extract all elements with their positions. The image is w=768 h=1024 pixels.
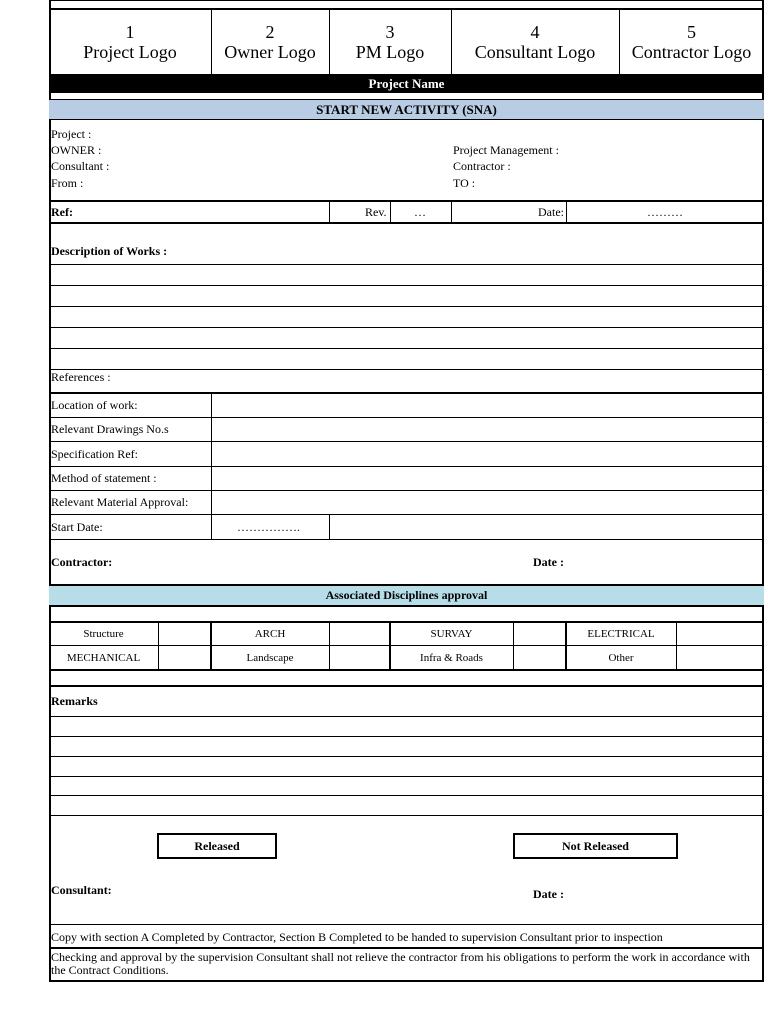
discipline-electrical-checkbox[interactable] xyxy=(676,622,762,645)
pm-field-label: Project Management : xyxy=(453,143,559,157)
references-label: References : xyxy=(51,370,111,384)
material-label: Relevant Material Approval: xyxy=(51,495,189,509)
date-value[interactable]: ……… xyxy=(647,205,683,219)
start-date-label: Start Date: xyxy=(51,520,103,534)
discipline-infra-roads-checkbox[interactable] xyxy=(513,646,565,669)
to-field-label: TO : xyxy=(453,176,476,190)
from-field-label: From : xyxy=(51,176,84,190)
discipline-survay: SURVAY xyxy=(430,627,473,640)
discipline-landscape: Landscape xyxy=(246,651,294,664)
location-label: Location of work: xyxy=(51,398,138,412)
contractor-logo xyxy=(619,10,764,74)
consultant-field-label: Consultant : xyxy=(51,159,110,173)
sna-form xyxy=(49,0,764,982)
owner-logo xyxy=(211,10,329,74)
consultant-date-label: Date : xyxy=(533,887,564,901)
discipline-other-checkbox[interactable] xyxy=(676,646,762,669)
discipline-electrical: ELECTRICAL xyxy=(587,627,655,640)
owner-field-label: OWNER : xyxy=(51,143,102,157)
contractor-sign-label: Contractor: xyxy=(51,555,113,569)
drawings-label: Relevant Drawings No.s xyxy=(51,422,169,436)
owner-logo-number: 2 xyxy=(265,22,275,42)
pm-logo-label: PM Logo xyxy=(355,42,425,62)
footer-note-copy: Copy with section A Completed by Contractor, Section B Completed to be handed to supervision Consultant prior to inspection xyxy=(51,930,663,944)
consultant-logo xyxy=(451,10,619,74)
specification-label: Specification Ref: xyxy=(51,447,138,461)
discipline-structure: Structure xyxy=(83,627,124,640)
contractor-logo-number: 5 xyxy=(687,22,696,42)
discipline-mechanical: MECHANICAL xyxy=(66,651,141,664)
description-label: Description of Works : xyxy=(51,244,168,258)
consultant-logo-label: Consultant Logo xyxy=(474,42,596,62)
right-border xyxy=(762,0,764,982)
footer-note-obligations: Checking and approval by the supervision Consultant shall not relieve the contractor from his obligations to perform the work in accordance with the Contract Conditions. xyxy=(51,950,750,977)
date-label: Date: xyxy=(538,205,564,219)
contractor-date-label: Date : xyxy=(533,555,564,569)
start-date-value[interactable]: ……………. xyxy=(237,520,300,534)
project-name-bar: Project Name xyxy=(49,74,764,93)
consultant-logo-number: 4 xyxy=(530,22,540,42)
project-logo-label: Project Logo xyxy=(83,42,177,62)
discipline-structure-checkbox[interactable] xyxy=(158,622,210,645)
discipline-infra-roads: Infra & Roads xyxy=(420,651,483,664)
project-field-label: Project : xyxy=(51,127,92,141)
method-label: Method of statement : xyxy=(51,471,157,485)
rev-value[interactable]: … xyxy=(414,205,426,219)
owner-logo-label: Owner Logo xyxy=(224,42,316,62)
consultant-sign-label: Consultant: xyxy=(51,883,112,897)
not-released-button[interactable]: Not Released xyxy=(513,833,678,859)
released-button[interactable]: Released xyxy=(157,833,277,859)
pm-logo xyxy=(329,10,451,74)
contractor-field-label: Contractor : xyxy=(453,159,511,173)
discipline-landscape-checkbox[interactable] xyxy=(329,646,389,669)
project-logo-number: 1 xyxy=(125,22,135,42)
rev-label: Rev. xyxy=(365,205,387,219)
discipline-mechanical-checkbox[interactable] xyxy=(158,646,210,669)
pm-logo-number: 3 xyxy=(385,22,395,42)
project-logo xyxy=(49,10,211,74)
contractor-logo-label: Contractor Logo xyxy=(631,42,752,62)
ref-label: Ref: xyxy=(51,205,73,219)
discipline-arch-checkbox[interactable] xyxy=(329,622,389,645)
form-title: START NEW ACTIVITY (SNA) xyxy=(49,99,764,120)
discipline-other: Other xyxy=(608,651,634,664)
discipline-arch: ARCH xyxy=(254,627,286,640)
disciplines-title: Associated Disciplines approval xyxy=(49,586,764,605)
remarks-label: Remarks xyxy=(51,694,98,708)
discipline-survay-checkbox[interactable] xyxy=(513,622,565,645)
